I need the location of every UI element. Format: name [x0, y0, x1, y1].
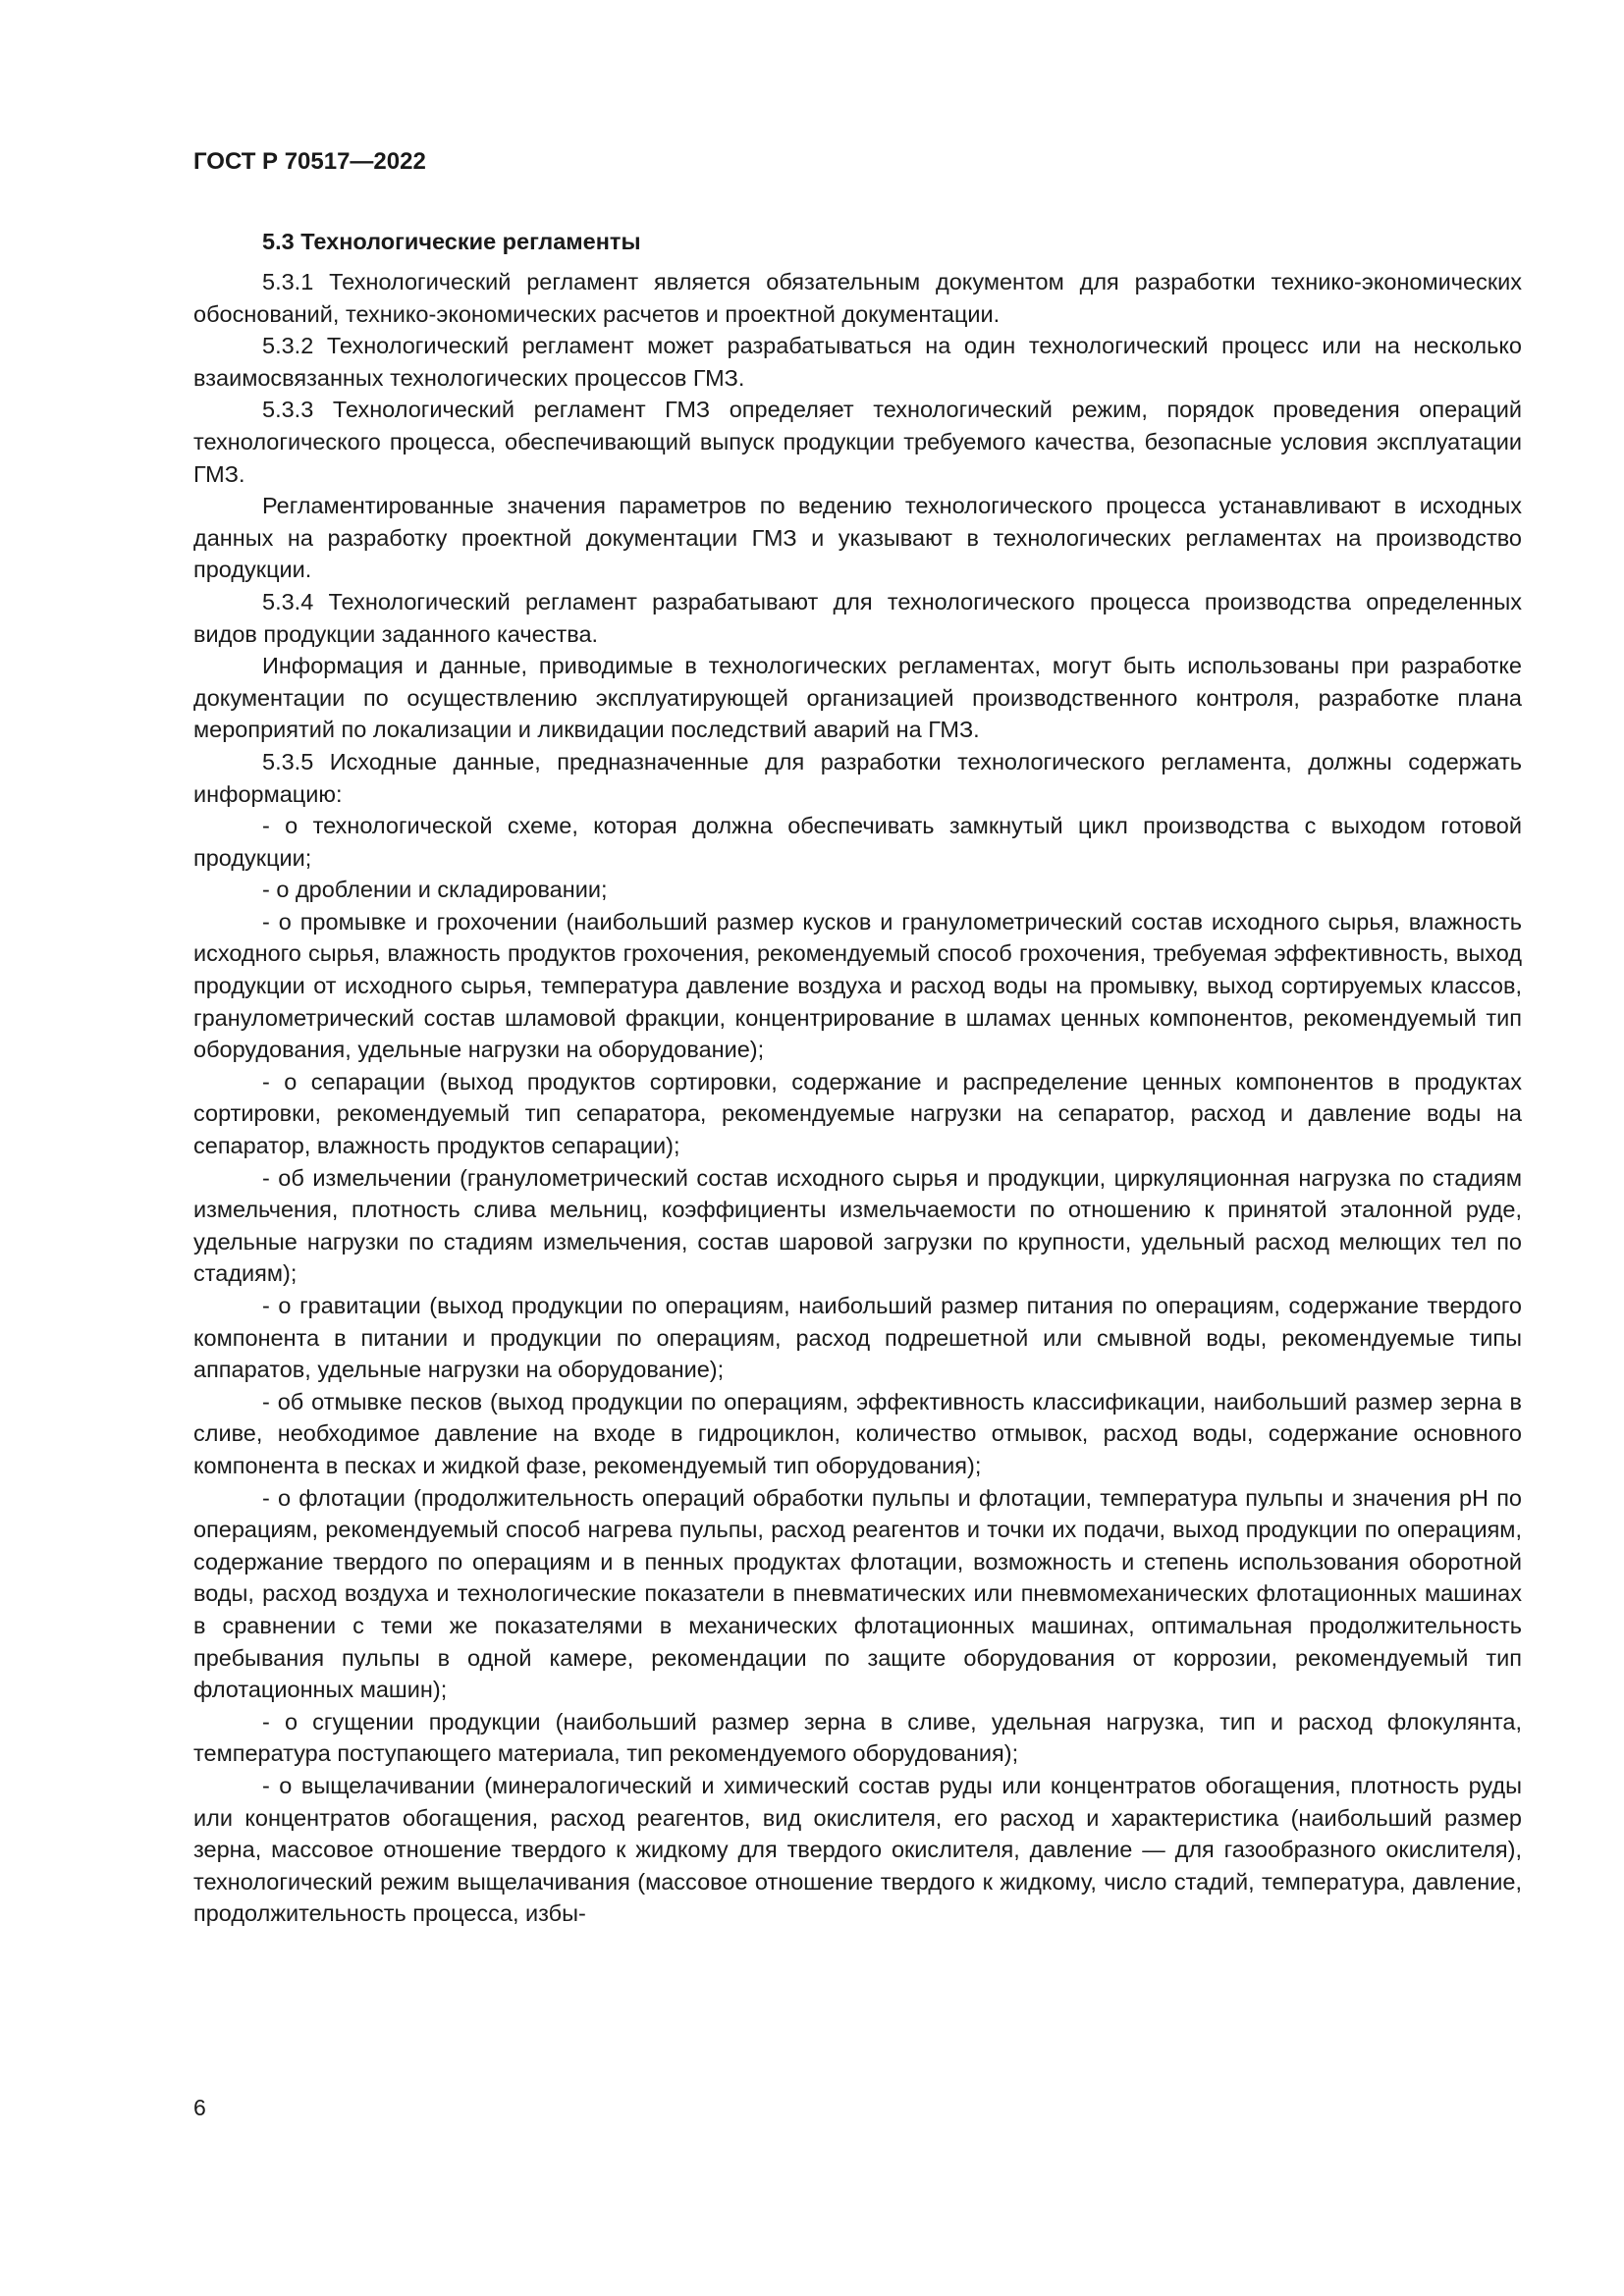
- list-item-washing: - о промывке и грохочении (наибольший размер кусков и гранулометрический состав исходного сырья, влажность исходного сырья, влажность продуктов грохочения, рекомендуемый способ грохочения, требуемая эффективность, выход продукции от исходного сырья, температура давление воздуха и расход воды на промывку, выход сортируемых классов, гранулометрический состав шламовой фракции, концентрирование в шламах ценных компонентов, рекомендуемый тип оборудования, удельные нагрузки на оборудование);: [193, 908, 1522, 1063]
- list-item-separation: - о сепарации (выход продуктов сортировки, содержание и распределение ценных компонентов в продуктах сортировки, рекомендуемый тип сепаратора, рекомендуемые нагрузки на сепаратор, расход и давление воды на сепаратор, влажность продуктов сепарации);: [193, 1068, 1522, 1159]
- paragraph-5-3-4: 5.3.4 Технологический регламент разрабатывают для технологического процесса производства определенных видов продукции заданного качества.: [193, 588, 1522, 647]
- page-number: 6: [193, 2095, 206, 2120]
- section-title: 5.3 Технологические регламенты: [262, 229, 641, 254]
- list-item-crushing: - о дроблении и складировании;: [262, 877, 608, 903]
- paragraph-5-3-2: 5.3.2 Технологический регламент может разрабатываться на один технологический процесс или на несколько взаимосвязанных технологических процессов ГМЗ.: [193, 333, 1522, 391]
- list-item-thickening: - о сгущении продукции (наибольший размер зерна в сливе, удельная нагрузка, тип и расход флокулянта, температура поступающего материала, тип рекомендуемого оборудования);: [193, 1708, 1522, 1767]
- paragraph-5-3-1: 5.3.1 Технологический регламент является обязательным документом для разработки технико-экономических обоснований, технико-экономических расчетов и проектной документации.: [193, 269, 1522, 327]
- document-body: [193, 226, 1522, 1930]
- list-item-gravity: - о гравитации (выход продукции по операциям, наибольший размер питания по операциям, содержание твердого компонента в питании и продукции по операциям, расход подрешетной или смывной воды, рекомендуемые типы аппаратов, удельные нагрузки на оборудование);: [193, 1293, 1522, 1383]
- list-item-scheme: - о технологической схеме, которая должна обеспечивать замкнутый цикл производства с выходом готовой продукции;: [193, 813, 1522, 871]
- list-item-sand-washing: - об отмывке песков (выход продукции по операциям, эффективность классификации, наибольший размер зерна в сливе, необходимое давление на входе в гидроциклон, количество отмывок, расход воды, содержание основного компонента в песках и жидкой фазе, рекомендуемый тип оборудования);: [193, 1388, 1522, 1478]
- list-item-grinding: - об измельчении (гранулометрический состав исходного сырья и продукции, циркуляционная нагрузка по стадиям измельчения, плотность слива мельниц, коэффициенты измельчаемости по отношению к принятой эталонной руде, удельные нагрузки по стадиям измельчения, состав шаровой загрузки по крупности, удельный расход мелющих тел по стадиям);: [193, 1164, 1522, 1287]
- paragraph-information: Информация и данные, приводимые в технологических регламентах, могут быть использованы при разработке документации по осуществлению эксплуатирующей организацией производственного контроля, разработке плана мероприятий по локализации и ликвидации последствий аварий на ГМЗ.: [193, 653, 1522, 743]
- document-header: ГОСТ Р 70517—2022: [193, 148, 426, 175]
- list-item-flotation: - о флотации (продолжительность операций обработки пульпы и флотации, температура пульпы и значения рН по операциям, рекомендуемый способ нагрева пульпы, расход реагентов и точки их подачи, выход продукции по операциям, содержание твердого по операциям и в пенных продуктах флотации, возможность и степень использования оборотной воды, расход воздуха и технологические показатели в пневматических или пневмомеханических флотационных машинах в сравнении с теми же показателями в механических флотационных машинах, оптимальная продолжительность пребывания пульпы в одной камере, рекомендации по защите оборудования от коррозии, рекомендуемый тип флотационных машин);: [193, 1484, 1522, 1703]
- list-item-leaching: - о выщелачивании (минералогический и химический состав руды или концентратов обогащения, плотность руды или концентратов обогащения, расход реагентов, вид окислителя, его расход и характеристика (наибольший размер зерна, массовое отношение твердого к жидкому для твердого окислителя, давление — для газообразного окислителя), технологический режим выщелачивания (массовое отношение твердого к жидкому, число стадий, температура, давление, продолжительность процесса, избы-: [193, 1772, 1522, 1927]
- paragraph-5-3-3: 5.3.3 Технологический регламент ГМЗ определяет технологический режим, порядок проведения операций технологического процесса, обеспечивающий выпуск продукции требуемого качества, безопасные условия эксплуатации ГМЗ.: [193, 397, 1522, 487]
- paragraph-5-3-5: 5.3.5 Исходные данные, предназначенные для разработки технологического регламента, должны содержать информацию:: [193, 748, 1522, 807]
- paragraph-regulated-values: Регламентированные значения параметров по ведению технологического процесса устанавливают в исходных данных на разработку проектной документации ГМЗ и указывают в технологических регламентах на производство продукции.: [193, 493, 1522, 583]
